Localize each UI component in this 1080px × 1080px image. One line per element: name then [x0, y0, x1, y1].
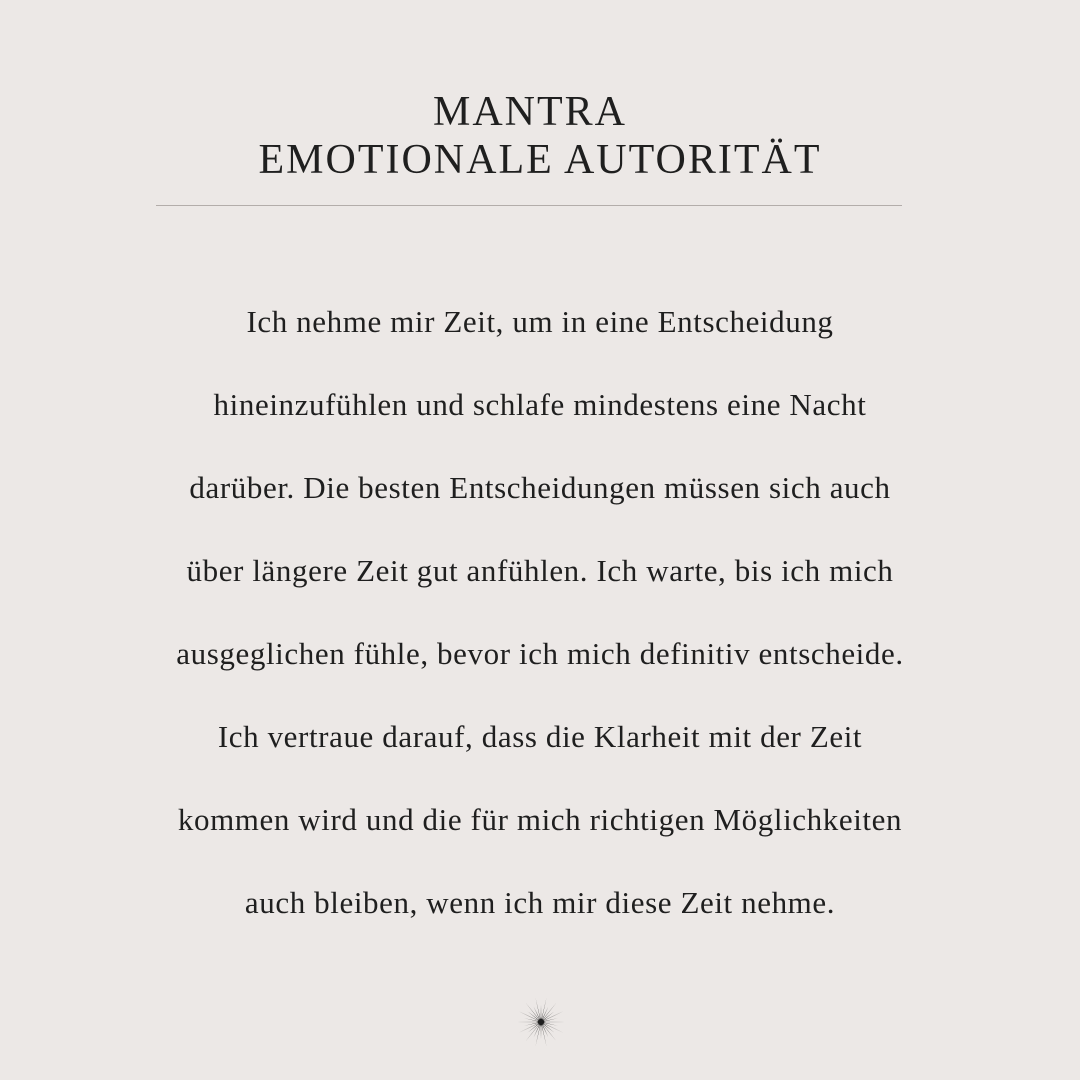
mantra-line: kommen wird und die für mich richtigen Möglichkeiten	[177, 802, 903, 837]
mantra-line: über längere Zeit gut anfühlen. Ich warte, bis ich mich	[186, 553, 894, 588]
mantra-line: auch bleiben, wenn ich mir diese Zeit nehme.	[244, 885, 836, 920]
mantra-text	[60, 280, 1020, 944]
mantra-line: Ich vertraue darauf, dass die Klarheit mit der Zeit	[217, 719, 863, 754]
title-divider	[156, 205, 902, 206]
mantra-line: Ich nehme mir Zeit, um in eine Entscheidung	[246, 304, 834, 339]
title-line-authority: EMOTIONALE AUTORITÄT	[258, 137, 822, 183]
mantra-line: ausgeglichen fühle, bevor ich mich definitiv entscheide.	[176, 636, 904, 671]
mantra-line: darüber. Die besten Entscheidungen müssen sich auch	[189, 470, 891, 505]
starburst-icon	[515, 996, 567, 1048]
title-line-mantra: MANTRA	[432, 89, 627, 135]
page-title	[0, 88, 1080, 184]
mantra-line: hineinzufühlen und schlafe mindestens eine Nacht	[213, 387, 867, 422]
